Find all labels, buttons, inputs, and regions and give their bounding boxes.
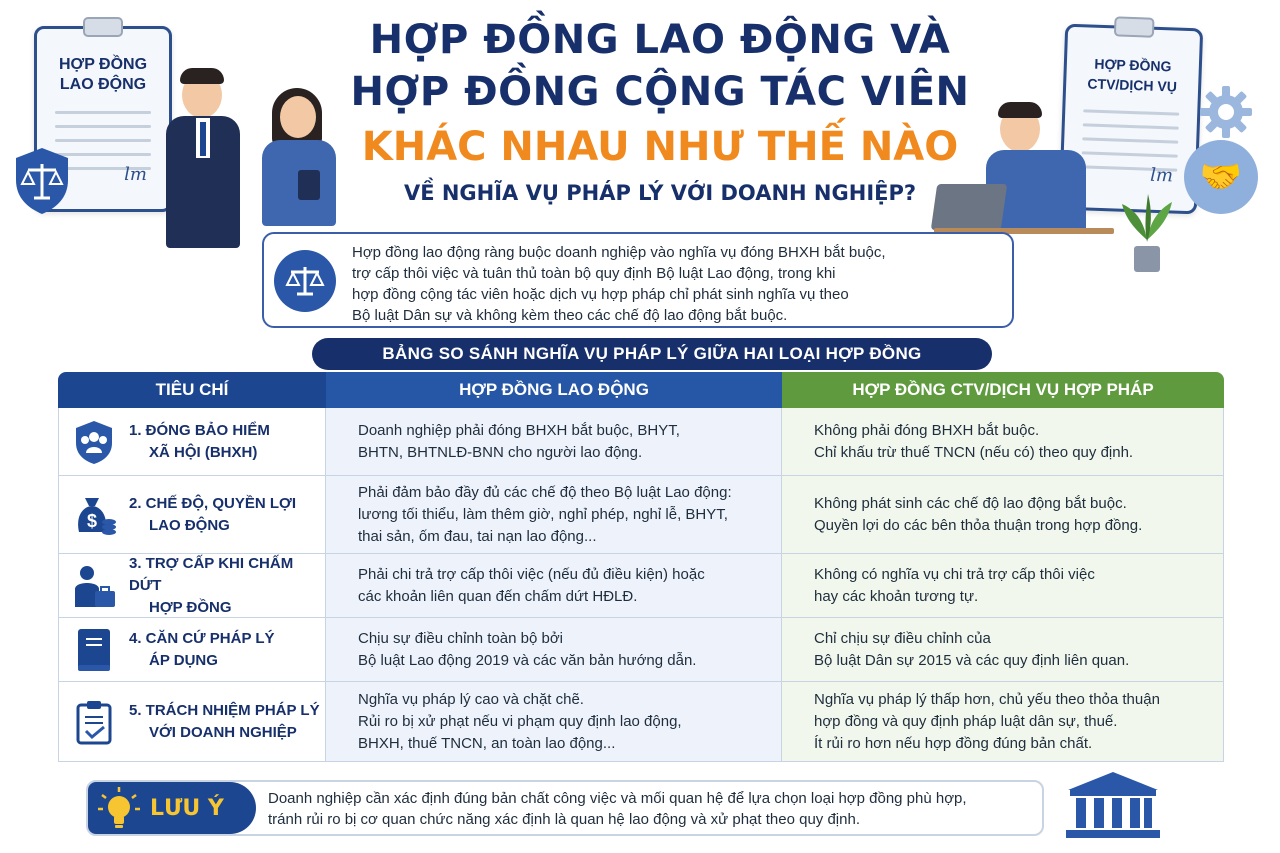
courthouse-icon — [1058, 770, 1168, 840]
header-labor-contract: HỢP ĐỒNG LAO ĐỘNG — [326, 372, 782, 408]
cell-line: các khoản liên quan đến chấm dứt HĐLĐ. — [358, 587, 638, 605]
handshake-icon: 🤝 — [1184, 140, 1258, 214]
cell-line: Chỉ chịu sự điều chỉnh của — [814, 629, 991, 647]
cell-line: thai sản, ốm đau, tai nạn lao động... — [358, 527, 597, 545]
title-subtitle: VỀ NGHĨA VỤ PHÁP LÝ VỚI DOANH NGHIỆP? — [403, 181, 917, 205]
title-highlight: KHÁC NHAU NHƯ THẾ NÀO — [361, 124, 959, 170]
note-title: LƯU Ý — [150, 795, 224, 821]
clipboard-signature: lm — [124, 164, 147, 185]
table-row — [58, 618, 1224, 682]
criteria-line: 5. TRÁCH NHIỆM PHÁP LÝ — [129, 701, 320, 719]
cell-line: Phải đảm bảo đầy đủ các chế độ theo Bộ luật Lao động: — [358, 483, 732, 501]
criteria-line: XÃ HỘI (BHXH) — [149, 443, 258, 461]
ctv-cell — [782, 476, 1224, 554]
cell-line: hay các khoản tương tự. — [814, 587, 979, 605]
labor-cell — [326, 554, 782, 618]
cell-line: hợp đồng và quy định pháp luật dân sự, thuế. — [814, 712, 1118, 730]
people-shield-icon — [71, 419, 117, 465]
clipboard-title — [1066, 53, 1199, 98]
summary-box — [262, 232, 1014, 328]
criteria-cell — [58, 554, 326, 618]
summary-text — [352, 242, 1002, 326]
businessman-illustration — [160, 68, 250, 250]
cell-line: BHXH, thuế TNCN, an toàn lao động... — [358, 734, 616, 752]
criteria-line: LAO ĐỘNG — [149, 516, 230, 534]
criteria-label — [129, 628, 275, 672]
table-banner: BẢNG SO SÁNH NGHĨA VỤ PHÁP LÝ GIỮA HAI LOẠI HỢP ĐỒNG — [312, 338, 992, 370]
lightbulb-icon — [96, 785, 142, 831]
cell-line: Nghĩa vụ pháp lý thấp hơn, chủ yếu theo thỏa thuận — [814, 690, 1160, 708]
criteria-line: 4. CĂN CỨ PHÁP LÝ — [129, 629, 275, 647]
labor-cell — [326, 618, 782, 682]
comparison-table — [58, 372, 1224, 762]
clipboard-clamp — [83, 17, 123, 37]
cell-line: Nghĩa vụ pháp lý cao và chặt chẽ. — [358, 690, 584, 708]
cell-line: Bộ luật Dân sự 2015 và các quy định liên quan. — [814, 651, 1130, 669]
note-label — [88, 782, 256, 834]
criteria-line: HỢP ĐỒNG — [149, 598, 232, 616]
money-bag-icon — [71, 492, 117, 538]
clipboard-title-line2: CTV/DỊCH VỤ — [1087, 75, 1178, 95]
clipboard-title-line1: HỢP ĐỒNG — [58, 56, 148, 73]
criteria-label — [129, 553, 325, 619]
criteria-line: 1. ĐÓNG BẢO HIỂM — [129, 421, 270, 439]
scales-icon — [274, 250, 336, 312]
ctv-cell — [782, 554, 1224, 618]
summary-line: hợp đồng cộng tác viên hoặc dịch vụ hợp pháp chỉ phát sinh nghĩa vụ theo — [352, 286, 849, 303]
clipboard-clamp — [1114, 16, 1155, 37]
note-line: Doanh nghiệp cần xác định đúng bản chất công việc và mối quan hệ để lựa chọn loại hợp đồng phù hợp, — [268, 790, 967, 807]
labor-cell — [326, 476, 782, 554]
cell-line: Chịu sự điều chỉnh toàn bộ bởi — [358, 629, 564, 647]
title-line1: HỢP ĐỒNG LAO ĐỘNG VÀ — [369, 17, 951, 63]
plant-icon — [1118, 190, 1176, 274]
cell-line: Không có nghĩa vụ chi trả trợ cấp thôi việc — [814, 565, 1095, 583]
ctv-cell — [782, 408, 1224, 476]
criteria-cell — [58, 618, 326, 682]
note-box — [86, 780, 1044, 836]
header-ctv-contract: HỢP ĐỒNG CTV/DỊCH VỤ HỢP PHÁP — [782, 372, 1224, 408]
header-criteria: TIÊU CHÍ — [58, 372, 326, 408]
cell-line: Không phải đóng BHXH bắt buộc. — [814, 421, 1040, 439]
criteria-cell — [58, 682, 326, 762]
criteria-label — [129, 700, 320, 744]
cell-line: Bộ luật Lao động 2019 và các văn bản hướng dẫn. — [358, 651, 697, 669]
criteria-line: 3. TRỢ CẤP KHI CHẤM DỨT — [129, 554, 294, 594]
ctv-cell — [782, 682, 1224, 762]
worker-briefcase-icon — [71, 563, 117, 609]
criteria-line: VỚI DOANH NGHIỆP — [149, 723, 297, 741]
title-line2: HỢP ĐỒNG CỘNG TÁC VIÊN — [350, 69, 970, 115]
cell-line: Quyền lợi do các bên thỏa thuận trong hợp đồng. — [814, 516, 1143, 534]
criteria-label — [129, 420, 270, 464]
law-book-icon — [71, 627, 117, 673]
criteria-cell — [58, 408, 326, 476]
note-text — [268, 788, 1038, 830]
scales-shield-icon — [12, 146, 72, 216]
clipboard-title — [37, 55, 169, 95]
table-row — [58, 408, 1224, 476]
page-title — [300, 14, 1020, 210]
table-row — [58, 682, 1224, 762]
table-row — [58, 554, 1224, 618]
cell-line: lương tối thiểu, làm thêm giờ, nghỉ phép, nghỉ lễ, BHYT, — [358, 505, 728, 523]
note-line: tránh rủi ro bị cơ quan chức năng xác định là quan hệ lao động và xử phạt theo quy định. — [268, 811, 860, 828]
cell-line: Rủi ro bị xử phạt nếu vi phạm quy định lao động, — [358, 712, 682, 730]
clipboard-title-line2: LAO ĐỘNG — [59, 76, 147, 93]
cell-line: Không phát sinh các chế độ lao động bắt buộc. — [814, 494, 1127, 512]
criteria-label — [129, 493, 296, 537]
worker-laptop-illustration — [934, 100, 1114, 240]
ctv-cell — [782, 618, 1224, 682]
table-row — [58, 476, 1224, 554]
labor-cell — [326, 408, 782, 476]
criteria-cell — [58, 476, 326, 554]
cell-line: BHTN, BHTNLĐ-BNN cho người lao động. — [358, 443, 643, 461]
svg-text:$: $ — [86, 510, 98, 531]
cell-line: Chỉ khấu trừ thuế TNCN (nếu có) theo quy định. — [814, 443, 1134, 461]
criteria-line: ÁP DỤNG — [149, 651, 218, 669]
cell-line: Ít rủi ro hơn nếu hợp đồng đúng bản chất. — [814, 734, 1093, 752]
clipboard-check-icon — [71, 699, 117, 745]
labor-cell — [326, 682, 782, 762]
criteria-line: 2. CHẾ ĐỘ, QUYỀN LỢI — [129, 494, 296, 512]
summary-line: trợ cấp thôi việc và tuân thủ toàn bộ quy định Bộ luật Lao động, trong khi — [352, 265, 836, 282]
gear-icon — [1198, 84, 1254, 140]
cell-line: Doanh nghiệp phải đóng BHXH bắt buộc, BHYT, — [358, 421, 680, 439]
clipboard-title-line1: HỢP ĐỒNG — [1094, 55, 1172, 75]
summary-line: Bộ luật Dân sự và không kèm theo các chế độ lao động bắt buộc. — [352, 307, 788, 324]
cell-line: Phải chi trả trợ cấp thôi việc (nếu đủ điều kiện) hoặc — [358, 565, 705, 583]
clipboard-signature: lm — [1149, 164, 1174, 187]
summary-line: Hợp đồng lao động ràng buộc doanh nghiệp vào nghĩa vụ đóng BHXH bắt buộc, — [352, 244, 886, 261]
